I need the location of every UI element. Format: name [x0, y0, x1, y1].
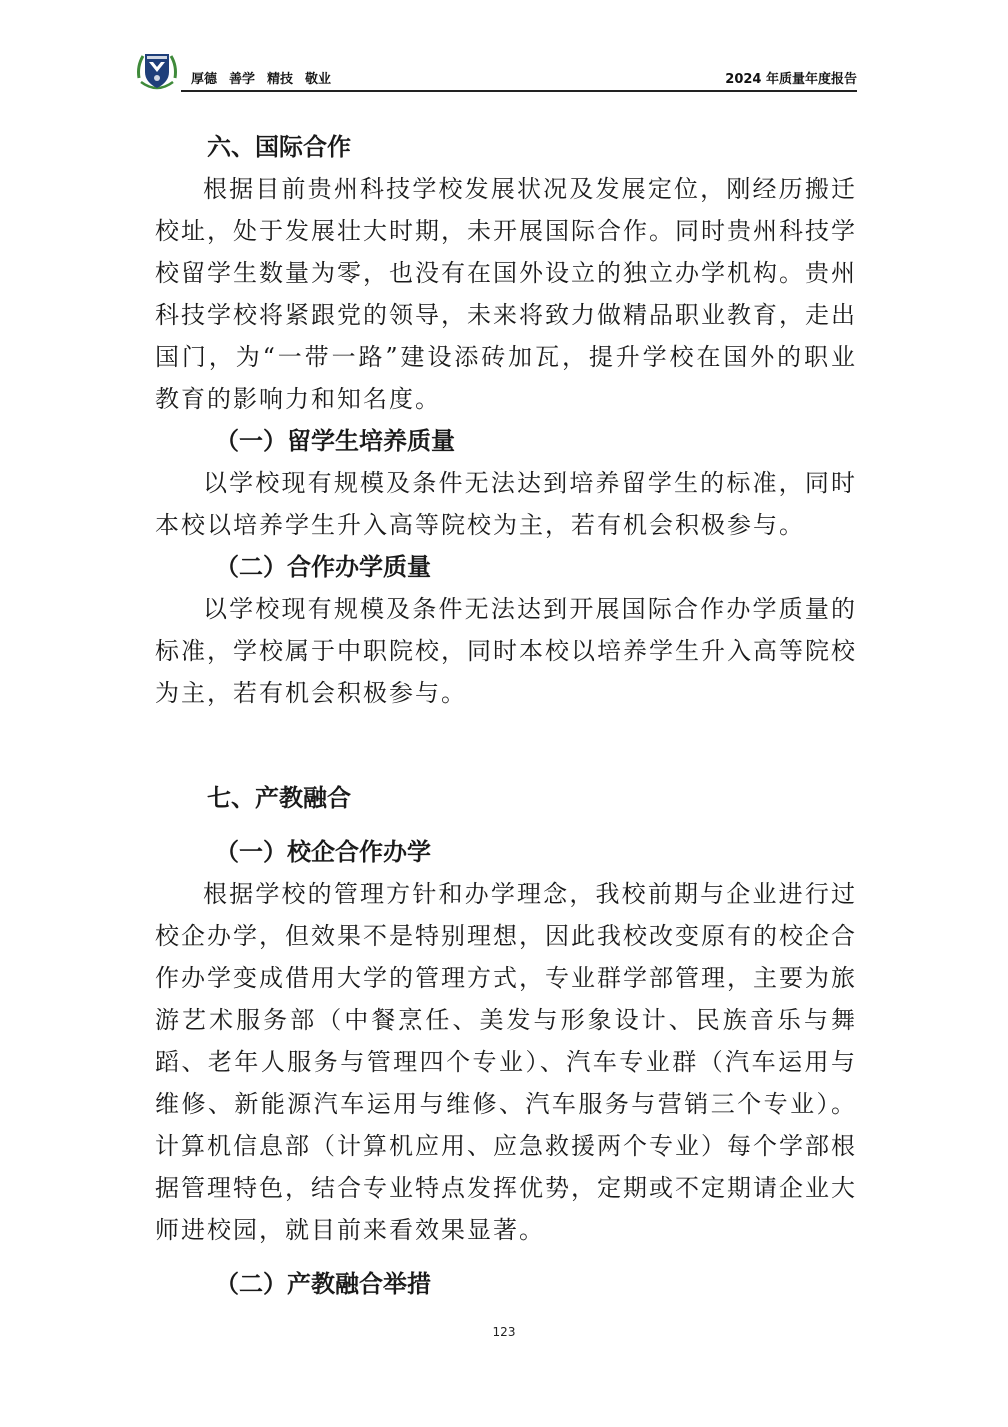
- school-motto: [191, 68, 343, 87]
- subheading-cooperative-education: （二）合作办学质量: [215, 553, 431, 581]
- page-number: 123: [492, 1325, 516, 1339]
- motto-word: 厚德: [191, 72, 218, 87]
- motto-word: 精技: [267, 72, 294, 87]
- header-divider: [181, 90, 857, 92]
- heading-spacer: [155, 1251, 857, 1263]
- motto-word: 善学: [229, 72, 256, 87]
- subheading-school-enterprise: （一）校企合作办学: [215, 838, 431, 866]
- report-title: 2024 年质量年度报告: [725, 72, 857, 87]
- paragraph-school-enterprise: 根据学校的管理方针和办学理念，我校前期与企业进行过校企办学，但效果不是特别理想，因此我校改变原有的校企合作办学变成借用大学的管理方式，专业群学部管理，主要为旅游艺术服务部（中餐烹任、美发与形象设计、民族音乐与舞蹈、老年人服务与管理四个专业）、汽车专业群（汽车运用与维修、新能源汽车运用与维修、汽车服务与营销三个专业）。计算机信息部（计算机应用、应急救援两个专业）每个学部根据管理特色，结合专业特点发挥优势，定期或不定期请企业大师进校园，就目前来看效果显著。: [155, 880, 857, 1244]
- heading-spacer: [155, 819, 857, 831]
- subheading-integration-measures: （二）产教融合举措: [215, 1270, 431, 1298]
- section-spacer: [155, 714, 857, 777]
- document-body: [155, 126, 857, 1305]
- school-logo-icon: [133, 48, 181, 94]
- subheading-foreign-students: （一）留学生培养质量: [215, 427, 455, 455]
- paragraph-foreign-students: 以学校现有规模及条件无法达到培养留学生的标准，同时本校以培养学生升入高等院校为主，若有机会积极参与。: [155, 469, 857, 539]
- motto-word: 敬业: [305, 72, 332, 87]
- paragraph-international-intro: 根据目前贵州科技学校发展状况及发展定位，刚经历搬迁校址，处于发展壮大时期，未开展国际合作。同时贵州科技学校留学生数量为零，也没有在国外设立的独立办学机构。贵州科技学校将紧跟党的领导，未来将致力做精品职业教育，走出国门，为“一带一路”建设添砖加瓦，提升学校在国外的职业教育的影响力和知名度。: [155, 175, 857, 413]
- paragraph-cooperative-education: 以学校现有规模及条件无法达到开展国际合作办学质量的标准，学校属于中职院校，同时本校以培养学生升入高等院校为主，若有机会积极参与。: [155, 595, 857, 707]
- page-header: [133, 48, 857, 92]
- section-heading-international-cooperation: 六、国际合作: [207, 133, 351, 161]
- section-heading-industry-education: 七、产教融合: [207, 784, 351, 812]
